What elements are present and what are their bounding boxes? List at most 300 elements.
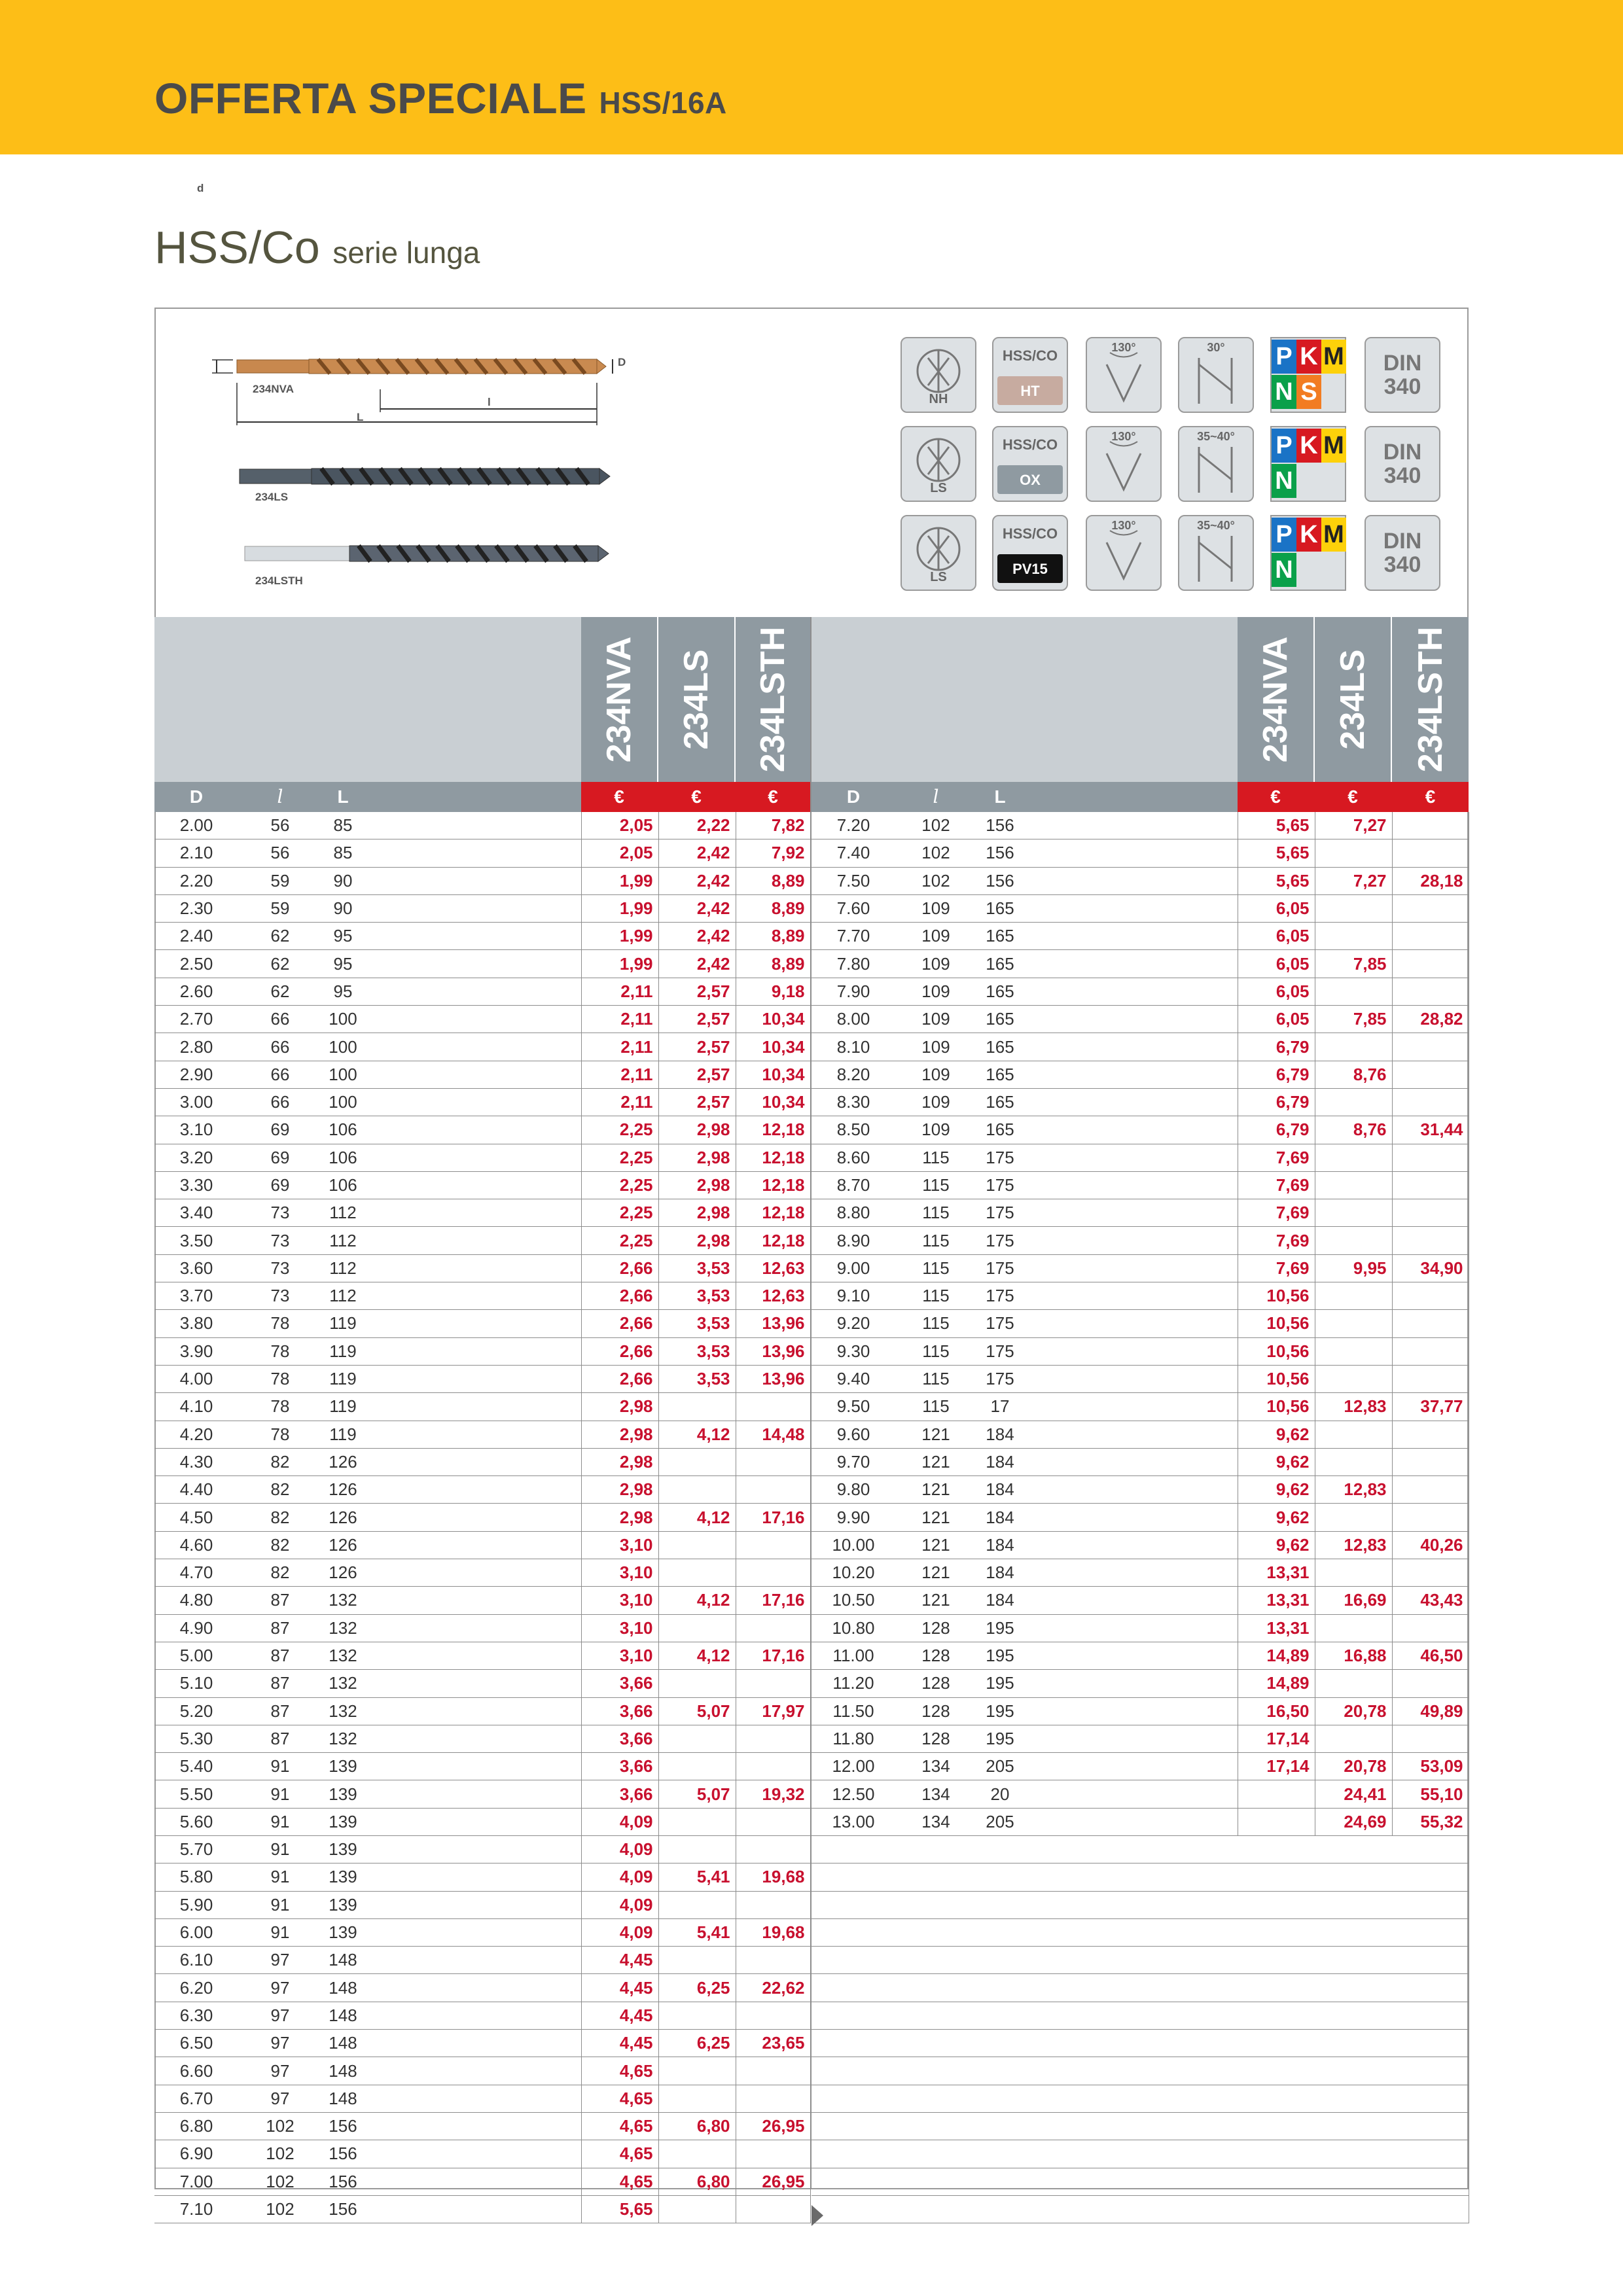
cell-total-length: 165 <box>976 1033 1024 1061</box>
cell-price-234ls: 9,95 <box>1315 1254 1392 1282</box>
cell-price-234ls: 20,78 <box>1315 1697 1392 1725</box>
cell-price-234lsth: 12,18 <box>736 1144 810 1171</box>
cell-price-234lsth <box>1392 1088 1469 1116</box>
cell-price-234ls <box>658 2140 736 2168</box>
cell-price-234ls <box>1315 1365 1392 1392</box>
right-euro-3: € <box>1425 786 1436 807</box>
table-row <box>812 2140 1469 2168</box>
table-row <box>154 1088 810 1116</box>
cell-spacer <box>1024 1254 1238 1282</box>
cell-spacer <box>364 1033 581 1061</box>
cell-price-234lsth: 17,16 <box>736 1642 810 1669</box>
empty-row <box>812 2112 1469 2140</box>
table-row <box>154 1171 810 1199</box>
cell-price-234nva: 2,98 <box>581 1448 658 1475</box>
table-row <box>154 1393 810 1421</box>
cell-diameter: 7.40 <box>812 839 895 867</box>
table-row <box>812 1254 1469 1282</box>
cell-spacer <box>364 1088 581 1116</box>
cell-spacer <box>364 1365 581 1392</box>
din-standard-icon <box>1364 426 1440 502</box>
cell-price-234lsth: 10,34 <box>736 1088 810 1116</box>
cell-total-length: 85 <box>322 812 364 839</box>
cell-flute-length: 91 <box>238 1780 322 1808</box>
cell-price-234lsth: 55,32 <box>1392 1808 1469 1835</box>
cell-total-length: 165 <box>976 978 1024 1005</box>
table-row <box>154 978 810 1005</box>
cell-price-234nva: 4,45 <box>581 1947 658 1974</box>
page-title <box>154 73 727 123</box>
material-p: P <box>1272 429 1296 463</box>
cell-spacer <box>364 1531 581 1559</box>
cell-price-234ls: 5,41 <box>658 1863 736 1891</box>
cell-price-234lsth <box>1392 1448 1469 1475</box>
table-row <box>812 1476 1469 1504</box>
point-angle-icon <box>1086 515 1162 591</box>
table-row <box>812 1753 1469 1780</box>
drill-label-234ls: 234LS <box>255 491 289 503</box>
cell-flute-length: 134 <box>895 1808 976 1835</box>
cell-price-234lsth <box>1392 1144 1469 1171</box>
cell-price-234nva: 4,09 <box>581 1918 658 1946</box>
cell-flute-length: 73 <box>238 1254 322 1282</box>
cell-price-234ls <box>1315 1310 1392 1337</box>
cell-price-234nva: 3,10 <box>581 1559 658 1587</box>
cell-price-234lsth <box>736 2002 810 2029</box>
cell-price-234nva: 6,79 <box>1238 1033 1315 1061</box>
cell-diameter: 7.80 <box>812 950 895 978</box>
cell-total-length: 156 <box>322 2140 364 2168</box>
cell-price-234nva: 10,56 <box>1238 1337 1315 1365</box>
helix-angle-icon <box>1178 337 1254 413</box>
cell-price-234lsth <box>736 1891 810 1918</box>
cell-flute-length: 109 <box>895 894 976 922</box>
cell-spacer <box>364 2030 581 2057</box>
cell-diameter: 9.10 <box>812 1282 895 1310</box>
table-row <box>812 1947 1469 1974</box>
cell-diameter: 9.70 <box>812 1448 895 1475</box>
left-euro-1: € <box>614 786 624 807</box>
helix-angle-icon <box>1178 515 1254 591</box>
cell-price-234lsth <box>736 1753 810 1780</box>
cell-price-234nva: 16,50 <box>1238 1697 1315 1725</box>
cell-price-234lsth <box>1392 1310 1469 1337</box>
cell-price-234nva: 2,25 <box>581 1116 658 1144</box>
cell-spacer <box>1024 1421 1238 1448</box>
cell-spacer <box>1024 1227 1238 1254</box>
left-colhead-L: L <box>337 786 349 807</box>
cell-diameter: 4.50 <box>154 1504 238 1531</box>
cell-spacer <box>1024 1670 1238 1697</box>
cell-spacer <box>1024 1642 1238 1669</box>
cell-price-234lsth <box>736 1614 810 1642</box>
cell-flute-length: 109 <box>895 1061 976 1088</box>
cell-price-234lsth <box>1392 1337 1469 1365</box>
section-title-main: HSS/Co <box>154 222 320 273</box>
cell-price-234ls: 3,53 <box>658 1337 736 1365</box>
cell-price-234ls: 2,98 <box>658 1116 736 1144</box>
cell-diameter: 11.80 <box>812 1725 895 1752</box>
cell-total-length: 132 <box>322 1697 364 1725</box>
cell-spacer <box>364 1504 581 1531</box>
table-row <box>812 1697 1469 1725</box>
cell-total-length: 165 <box>976 1116 1024 1144</box>
cell-diameter: 2.40 <box>154 923 238 950</box>
cell-total-length: 95 <box>322 950 364 978</box>
cell-price-234ls <box>1315 1559 1392 1587</box>
table-row <box>154 1863 810 1891</box>
cell-total-length: 95 <box>322 978 364 1005</box>
cell-price-234ls: 4,12 <box>658 1642 736 1669</box>
cell-spacer <box>364 2112 581 2140</box>
cell-spacer <box>364 1642 581 1669</box>
cell-diameter: 7.60 <box>812 894 895 922</box>
cell-total-length: 139 <box>322 1780 364 1808</box>
cell-total-length: 184 <box>976 1504 1024 1531</box>
empty-row <box>812 2085 1469 2112</box>
table-row <box>812 1393 1469 1421</box>
cell-price-234nva: 17,14 <box>1238 1753 1315 1780</box>
cell-diameter: 4.00 <box>154 1365 238 1392</box>
table-row <box>154 1891 810 1918</box>
cell-spacer <box>364 1725 581 1752</box>
table-row <box>154 923 810 950</box>
cell-spacer <box>1024 1061 1238 1088</box>
cell-total-length: 156 <box>322 2168 364 2195</box>
material-coating-icon <box>992 426 1068 502</box>
cell-spacer <box>364 1476 581 1504</box>
cell-price-234ls <box>1315 1670 1392 1697</box>
cell-flute-length: 69 <box>238 1116 322 1144</box>
material-n: N <box>1272 375 1296 409</box>
empty-row <box>812 2002 1469 2029</box>
cell-price-234lsth <box>1392 923 1469 950</box>
cell-total-length: 132 <box>322 1725 364 1752</box>
cell-diameter: 8.90 <box>812 1227 895 1254</box>
cell-diameter: 5.60 <box>154 1808 238 1835</box>
cell-spacer <box>364 1670 581 1697</box>
cell-price-234ls <box>1315 1421 1392 1448</box>
cell-price-234lsth <box>1392 1227 1469 1254</box>
cell-price-234ls <box>1315 1448 1392 1475</box>
cell-flute-length: 109 <box>895 978 976 1005</box>
cell-price-234nva: 6,05 <box>1238 1006 1315 1033</box>
cell-price-234ls <box>658 1808 736 1835</box>
cell-price-234nva: 3,10 <box>581 1642 658 1669</box>
cell-spacer <box>364 1974 581 2002</box>
empty-row <box>812 1918 1469 1946</box>
table-row <box>154 1144 810 1171</box>
table-row <box>812 1448 1469 1475</box>
table-row <box>154 2085 810 2112</box>
cell-flute-length: 91 <box>238 1918 322 1946</box>
cell-total-length: 175 <box>976 1365 1024 1392</box>
cell-price-234lsth <box>736 1670 810 1697</box>
cell-total-length: 148 <box>322 1974 364 2002</box>
cell-flute-length: 121 <box>895 1559 976 1587</box>
cell-diameter: 3.00 <box>154 1088 238 1116</box>
table-row <box>154 1337 810 1365</box>
cell-total-length: 139 <box>322 1753 364 1780</box>
point-type-label: LS <box>930 570 947 584</box>
cell-price-234ls: 3,53 <box>658 1365 736 1392</box>
cell-price-234lsth: 19,68 <box>736 1918 810 1946</box>
din-number: 340 <box>1383 374 1421 399</box>
cell-price-234ls: 5,07 <box>658 1697 736 1725</box>
cell-total-length: 95 <box>322 923 364 950</box>
cell-price-234ls: 12,83 <box>1315 1531 1392 1559</box>
cell-price-234nva: 2,05 <box>581 812 658 839</box>
cell-diameter: 3.10 <box>154 1116 238 1144</box>
cell-price-234nva: 2,11 <box>581 1033 658 1061</box>
cell-flute-length: 87 <box>238 1725 322 1752</box>
cell-flute-length: 115 <box>895 1365 976 1392</box>
table-row <box>812 978 1469 1005</box>
table-row <box>812 1891 1469 1918</box>
table-row <box>154 1476 810 1504</box>
cell-total-length: 195 <box>976 1697 1024 1725</box>
drill-dim-D: D <box>618 356 626 368</box>
cell-total-length: 165 <box>976 1006 1024 1033</box>
drill-dim-d: d <box>197 182 204 194</box>
cell-price-234lsth <box>736 1835 810 1863</box>
cell-diameter: 4.70 <box>154 1559 238 1587</box>
cell-diameter: 7.00 <box>154 2168 238 2195</box>
cell-diameter: 3.50 <box>154 1227 238 1254</box>
cell-spacer <box>1024 1753 1238 1780</box>
cell-flute-length: 82 <box>238 1504 322 1531</box>
cell-total-length: 119 <box>322 1365 364 1392</box>
cell-price-234lsth: 12,18 <box>736 1171 810 1199</box>
cell-spacer <box>364 1835 581 1863</box>
table-row <box>154 2030 810 2057</box>
cell-price-234nva: 2,25 <box>581 1199 658 1227</box>
cell-price-234ls <box>658 1614 736 1642</box>
cell-price-234ls: 2,57 <box>658 1006 736 1033</box>
cell-flute-length: 56 <box>238 839 322 867</box>
cell-price-234ls: 2,22 <box>658 812 736 839</box>
table-row <box>812 1531 1469 1559</box>
cell-flute-length: 115 <box>895 1337 976 1365</box>
cell-spacer <box>1024 1725 1238 1752</box>
cell-price-234nva: 7,69 <box>1238 1227 1315 1254</box>
cell-total-length: 139 <box>322 1891 364 1918</box>
cell-total-length: 148 <box>322 2057 364 2085</box>
cell-price-234lsth: 8,89 <box>736 894 810 922</box>
cell-diameter: 6.50 <box>154 2030 238 2057</box>
cell-diameter: 9.90 <box>812 1504 895 1531</box>
cell-total-length: 112 <box>322 1254 364 1282</box>
cell-price-234ls: 16,88 <box>1315 1642 1392 1669</box>
cell-total-length: 126 <box>322 1448 364 1475</box>
cell-price-234lsth <box>736 1725 810 1752</box>
table-row <box>812 867 1469 894</box>
right-head-234nva <box>1238 617 1313 782</box>
cell-price-234nva: 3,66 <box>581 1697 658 1725</box>
cell-spacer <box>1024 1337 1238 1365</box>
cell-price-234ls: 6,80 <box>658 2168 736 2195</box>
cell-price-234lsth: 19,68 <box>736 1863 810 1891</box>
cell-spacer <box>364 1199 581 1227</box>
cell-price-234lsth: 12,63 <box>736 1282 810 1310</box>
cell-total-length: 184 <box>976 1559 1024 1587</box>
cell-price-234ls: 7,27 <box>1315 867 1392 894</box>
cell-total-length: 156 <box>976 839 1024 867</box>
table-row <box>154 1448 810 1475</box>
cell-price-234ls: 12,83 <box>1315 1393 1392 1421</box>
cell-spacer <box>1024 1310 1238 1337</box>
cell-flute-length: 115 <box>895 1393 976 1421</box>
din-label: DIN <box>1383 351 1422 376</box>
cell-diameter: 12.50 <box>812 1780 895 1808</box>
cell-total-length: 184 <box>976 1531 1024 1559</box>
cell-price-234lsth: 12,18 <box>736 1199 810 1227</box>
cell-diameter: 4.20 <box>154 1421 238 1448</box>
table-row <box>154 1918 810 1946</box>
cell-price-234ls <box>658 2195 736 2223</box>
cell-flute-length: 128 <box>895 1614 976 1642</box>
cell-flute-length: 102 <box>238 2112 322 2140</box>
cell-diameter: 5.70 <box>154 1835 238 1863</box>
cell-spacer <box>364 1448 581 1475</box>
cell-price-234ls: 4,12 <box>658 1504 736 1531</box>
cell-diameter: 5.30 <box>154 1725 238 1752</box>
drill-234lsth <box>245 546 609 561</box>
cell-price-234nva: 10,56 <box>1238 1393 1315 1421</box>
coating-label: OX <box>1020 472 1041 488</box>
helix-angle-icon <box>1178 426 1254 502</box>
table-row <box>154 1310 810 1337</box>
cell-price-234ls: 2,42 <box>658 950 736 978</box>
cell-diameter: 6.60 <box>154 2057 238 2085</box>
empty-row <box>812 1947 1469 1974</box>
cell-flute-length: 115 <box>895 1254 976 1282</box>
cell-spacer <box>364 1753 581 1780</box>
cell-price-234nva: 2,66 <box>581 1365 658 1392</box>
cell-diameter: 6.30 <box>154 2002 238 2029</box>
cell-flute-length: 73 <box>238 1282 322 1310</box>
cell-diameter: 2.10 <box>154 839 238 867</box>
cell-price-234nva: 3,66 <box>581 1780 658 1808</box>
material-k: K <box>1296 518 1321 552</box>
table-row <box>154 2168 810 2195</box>
cell-diameter: 8.30 <box>812 1088 895 1116</box>
cell-spacer <box>1024 1393 1238 1421</box>
cell-total-length: 165 <box>976 894 1024 922</box>
cell-diameter: 11.20 <box>812 1670 895 1697</box>
cell-spacer <box>364 1310 581 1337</box>
cell-total-length: 100 <box>322 1006 364 1033</box>
material-s: S <box>1296 375 1321 409</box>
cell-flute-length: 78 <box>238 1337 322 1365</box>
drill-234ls <box>240 468 610 484</box>
cell-flute-length: 56 <box>238 812 322 839</box>
cell-total-length: 156 <box>976 812 1024 839</box>
table-row <box>812 2002 1469 2029</box>
cell-flute-length: 82 <box>238 1476 322 1504</box>
center-divider <box>810 617 812 2189</box>
material-label: HSS/CO <box>1002 347 1058 364</box>
cell-price-234lsth: 19,32 <box>736 1780 810 1808</box>
cell-flute-length: 109 <box>895 1088 976 1116</box>
cell-price-234lsth: 55,10 <box>1392 1780 1469 1808</box>
cell-price-234nva: 3,10 <box>581 1587 658 1614</box>
helix-angle-label: 30° <box>1207 341 1225 354</box>
table-row <box>812 839 1469 867</box>
cell-spacer <box>1024 1504 1238 1531</box>
table-row <box>812 2168 1469 2195</box>
cell-total-length: 85 <box>322 839 364 867</box>
table-row <box>812 923 1469 950</box>
point-angle-icon <box>1086 426 1162 502</box>
cell-diameter: 7.20 <box>812 812 895 839</box>
cell-flute-length: 62 <box>238 923 322 950</box>
cell-total-length: 175 <box>976 1310 1024 1337</box>
cell-spacer <box>1024 1171 1238 1199</box>
material-label: HSS/CO <box>1002 436 1058 453</box>
cell-total-length: 126 <box>322 1559 364 1587</box>
cell-price-234lsth <box>1392 950 1469 978</box>
cell-price-234nva: 7,69 <box>1238 1144 1315 1171</box>
cell-price-234lsth: 13,96 <box>736 1337 810 1365</box>
cell-diameter: 4.90 <box>154 1614 238 1642</box>
cell-price-234ls <box>658 1753 736 1780</box>
cell-spacer <box>364 923 581 950</box>
cell-flute-length: 102 <box>895 839 976 867</box>
din-label: DIN <box>1383 529 1422 554</box>
cell-flute-length: 91 <box>238 1891 322 1918</box>
table-row <box>154 1974 810 2002</box>
left-head-234lsth <box>736 617 810 782</box>
left-head-234nva <box>581 617 657 782</box>
cell-flute-length: 66 <box>238 1006 322 1033</box>
cell-price-234nva: 9,62 <box>1238 1476 1315 1504</box>
table-row <box>812 1504 1469 1531</box>
cell-price-234nva: 13,31 <box>1238 1614 1315 1642</box>
cell-total-length: 148 <box>322 2030 364 2057</box>
cell-diameter: 4.80 <box>154 1587 238 1614</box>
left-head-234ls-label: 234LS <box>677 649 715 750</box>
material-n: N <box>1272 553 1296 587</box>
section-title <box>154 221 480 274</box>
next-page-arrow-icon[interactable] <box>812 2205 823 2226</box>
point-angle-label: 130° <box>1111 519 1136 532</box>
cell-price-234nva: 2,11 <box>581 1088 658 1116</box>
cell-price-234nva: 2,11 <box>581 1061 658 1088</box>
drill-dim-L: L <box>357 411 364 423</box>
cell-total-length: 100 <box>322 1088 364 1116</box>
cell-price-234ls: 2,98 <box>658 1171 736 1199</box>
cell-diameter: 9.60 <box>812 1421 895 1448</box>
cell-flute-length: 69 <box>238 1171 322 1199</box>
table-row <box>812 1144 1469 1171</box>
cell-price-234nva: 7,69 <box>1238 1171 1315 1199</box>
cell-price-234ls: 12,83 <box>1315 1476 1392 1504</box>
cell-spacer <box>364 978 581 1005</box>
cell-diameter: 2.00 <box>154 812 238 839</box>
cell-spacer <box>1024 1282 1238 1310</box>
cell-flute-length: 134 <box>895 1780 976 1808</box>
cell-price-234ls: 2,57 <box>658 1033 736 1061</box>
cell-diameter: 10.50 <box>812 1587 895 1614</box>
empty-row <box>812 2195 1469 2223</box>
cell-flute-length: 87 <box>238 1642 322 1669</box>
material-label: HSS/CO <box>1002 525 1058 542</box>
cell-total-length: 205 <box>976 1808 1024 1835</box>
cell-price-234lsth <box>1392 1725 1469 1752</box>
table-row <box>154 1116 810 1144</box>
cell-diameter: 5.10 <box>154 1670 238 1697</box>
